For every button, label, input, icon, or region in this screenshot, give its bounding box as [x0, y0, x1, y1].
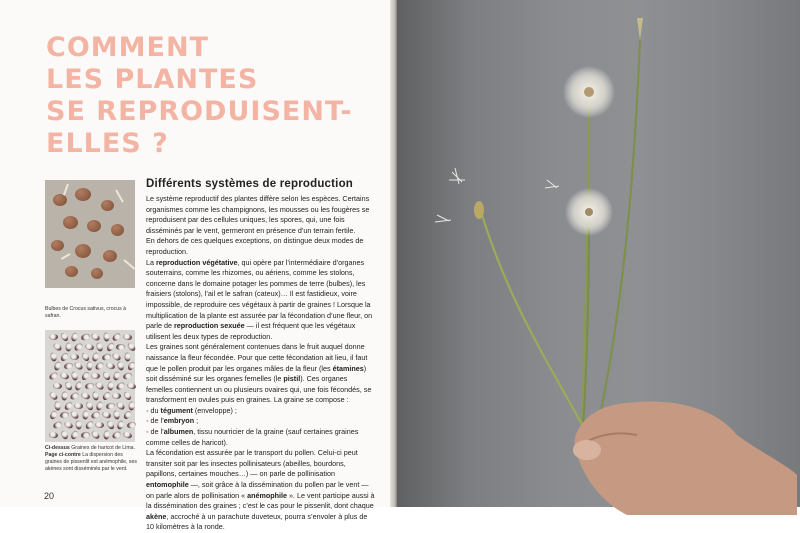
bean	[49, 431, 59, 438]
left-page	[0, 0, 395, 532]
bean	[101, 411, 112, 420]
bean	[52, 420, 63, 429]
bean	[70, 354, 79, 360]
bean	[80, 351, 90, 362]
bean	[95, 400, 104, 411]
bean	[48, 391, 59, 401]
bean	[122, 410, 132, 421]
bean	[112, 410, 120, 420]
bean	[80, 431, 90, 439]
bean	[95, 422, 104, 429]
paragraph: Le système reproductif des plantes diffère selon les espèces. Certains organismes comme les champignons, les mousses ou les fougères se reproduisent par des cellules uniques, les spores, qui, une fois disséminés par le vent, germeront en présence d’un terrain fertile.	[146, 194, 370, 235]
bean	[70, 430, 79, 441]
bean	[69, 410, 80, 420]
bean	[54, 401, 62, 411]
bean	[101, 352, 112, 361]
bean	[49, 410, 58, 421]
bean	[111, 352, 122, 362]
dandelion-photo	[397, 0, 800, 507]
bean	[115, 381, 126, 391]
bean	[70, 332, 78, 342]
bean	[94, 381, 105, 391]
bean	[90, 430, 101, 440]
bean	[53, 361, 62, 372]
bean	[52, 342, 63, 352]
bean	[122, 333, 132, 341]
bean	[73, 342, 84, 352]
caption-text: Graines de haricot de Lima.	[71, 445, 135, 451]
bean	[103, 430, 110, 439]
page-title	[46, 32, 353, 160]
bean	[105, 420, 115, 431]
hand	[567, 395, 797, 515]
paragraph: La fécondation est assurée par le transport du pollen. Celui-ci peut transiter soit par les insectes pollinisateurs (abeilles, bourdons, papillons, certaines mouches…) — on parle de pollinisation entomophile —, soit grâce à la dissémination du pollen par le vent — on parle alors de pollinisation « anémophile ». Le vent participe aussi à la dissémination des graines ; c’est le cas pour le pissenlit, dont chaque akène, accroché à un parachute duveteux, pourra s’envoler à plus de 10 kilomètres à la ronde.	[146, 448, 375, 532]
article-body	[146, 194, 376, 533]
bean	[70, 371, 78, 381]
bean	[59, 351, 69, 362]
title-line: COMMENT	[46, 32, 209, 63]
bean	[49, 351, 57, 361]
title-line: SE REPRODUISENT-	[46, 96, 353, 127]
bean	[84, 343, 94, 351]
list-item: ▪ de l’albumen, tissu nourricier de la graine (sauf certaines graines comme celles de haricot).	[146, 427, 359, 447]
bean	[74, 402, 83, 409]
bean	[49, 334, 58, 340]
paragraph: Les graines sont généralement contenues dans le fruit auquel donne naissance la fleur fécondée. Pour que cette fécondation ait lieu, il faut que le pollen produit par les organes mâles de la fleur (les étamines) soit disséminé sur les organes femelles (le pistil). Ces organes femelles contiennent un ou plusieurs ovaires qui, une fois fécondés, se transforment en ovules puis en graines. La graine se compose :	[146, 342, 372, 405]
bean	[82, 411, 89, 420]
title-line: LES PLANTES	[46, 64, 259, 95]
bean	[112, 393, 121, 399]
bean	[61, 391, 68, 400]
page-number: 20	[44, 491, 55, 501]
bean	[59, 430, 68, 441]
list-item: ▪ de l’embryon ;	[146, 416, 199, 426]
bean	[116, 361, 125, 372]
bean	[103, 332, 110, 341]
bean	[84, 400, 94, 411]
bean	[94, 361, 105, 371]
bean	[95, 342, 104, 353]
bean	[116, 420, 125, 431]
bean	[112, 371, 120, 381]
caption-label: Ci-dessus	[45, 445, 70, 451]
bean	[53, 383, 62, 390]
bean	[59, 412, 69, 420]
bean	[91, 373, 100, 379]
bean	[122, 431, 133, 440]
crocus-bulbs-photo	[45, 180, 135, 288]
bean	[126, 361, 136, 372]
paragraph: La reproduction végétative, qui opère par l’intermédiaire d’organes souterrains, comme les rhizomes, ou aériens, comme les stolons, concerne dans le domaine potager les pommes de terre (bulbes), les fraisiers (stolons), l’ail et le safran (cateux)… Il est fastidieux, voire impossible, de reproduire ces végétaux à partir de graines ! Lorsque la multiplication de la plante est assurée par la fécondation d’une fleur, on parle de reproduction sexuée — il est fréquent que les végétaux utilisent les deux types de reproduction.	[146, 257, 373, 341]
bean	[63, 400, 73, 411]
bean	[122, 390, 132, 401]
beans-caption	[45, 445, 141, 473]
bean	[86, 362, 92, 371]
bean	[126, 421, 136, 429]
caption-text: La dispersion des graines de pissenlit est anémophile, ses akènes sont disséminés par le vent.	[45, 452, 137, 472]
title-line: ELLES ?	[46, 128, 169, 159]
crocus-caption: Bulbes de Crocus sativus, crocus à safran.	[45, 306, 127, 319]
bean	[116, 343, 125, 350]
paragraph: En dehors de ces quelques exceptions, on distingue deux modes de reproduction.	[146, 236, 364, 256]
bean	[111, 332, 122, 342]
bean	[124, 352, 131, 361]
bean	[48, 371, 59, 381]
section-heading: Différents systèmes de reproduction	[146, 178, 354, 190]
bean	[63, 381, 73, 392]
bean	[111, 430, 122, 440]
caption-label: Page ci-contre	[45, 452, 81, 458]
bean	[80, 391, 91, 400]
bean	[84, 382, 94, 390]
bean	[115, 400, 126, 410]
bean	[107, 382, 113, 391]
bean	[63, 421, 74, 430]
bean	[69, 391, 80, 401]
bean	[75, 420, 83, 430]
bean	[101, 390, 111, 401]
bean	[105, 401, 115, 409]
bean	[126, 341, 136, 352]
bean	[128, 401, 134, 410]
bean	[59, 372, 70, 381]
bean	[105, 362, 115, 370]
bean	[91, 351, 99, 361]
lima-beans-photo	[45, 330, 135, 442]
bean	[74, 381, 83, 392]
bean	[101, 371, 111, 382]
bean	[91, 391, 99, 401]
bean	[65, 342, 71, 351]
list-item: ▪ du tégument (enveloppe) ;	[146, 405, 237, 415]
bean	[59, 332, 69, 343]
bean	[105, 341, 115, 352]
bean	[80, 371, 90, 382]
bean	[90, 332, 101, 342]
bean	[63, 362, 73, 370]
bean	[73, 361, 84, 371]
bean	[126, 382, 136, 390]
bean	[122, 372, 133, 381]
bean	[90, 410, 101, 420]
bean	[80, 333, 91, 342]
bean	[84, 420, 94, 431]
